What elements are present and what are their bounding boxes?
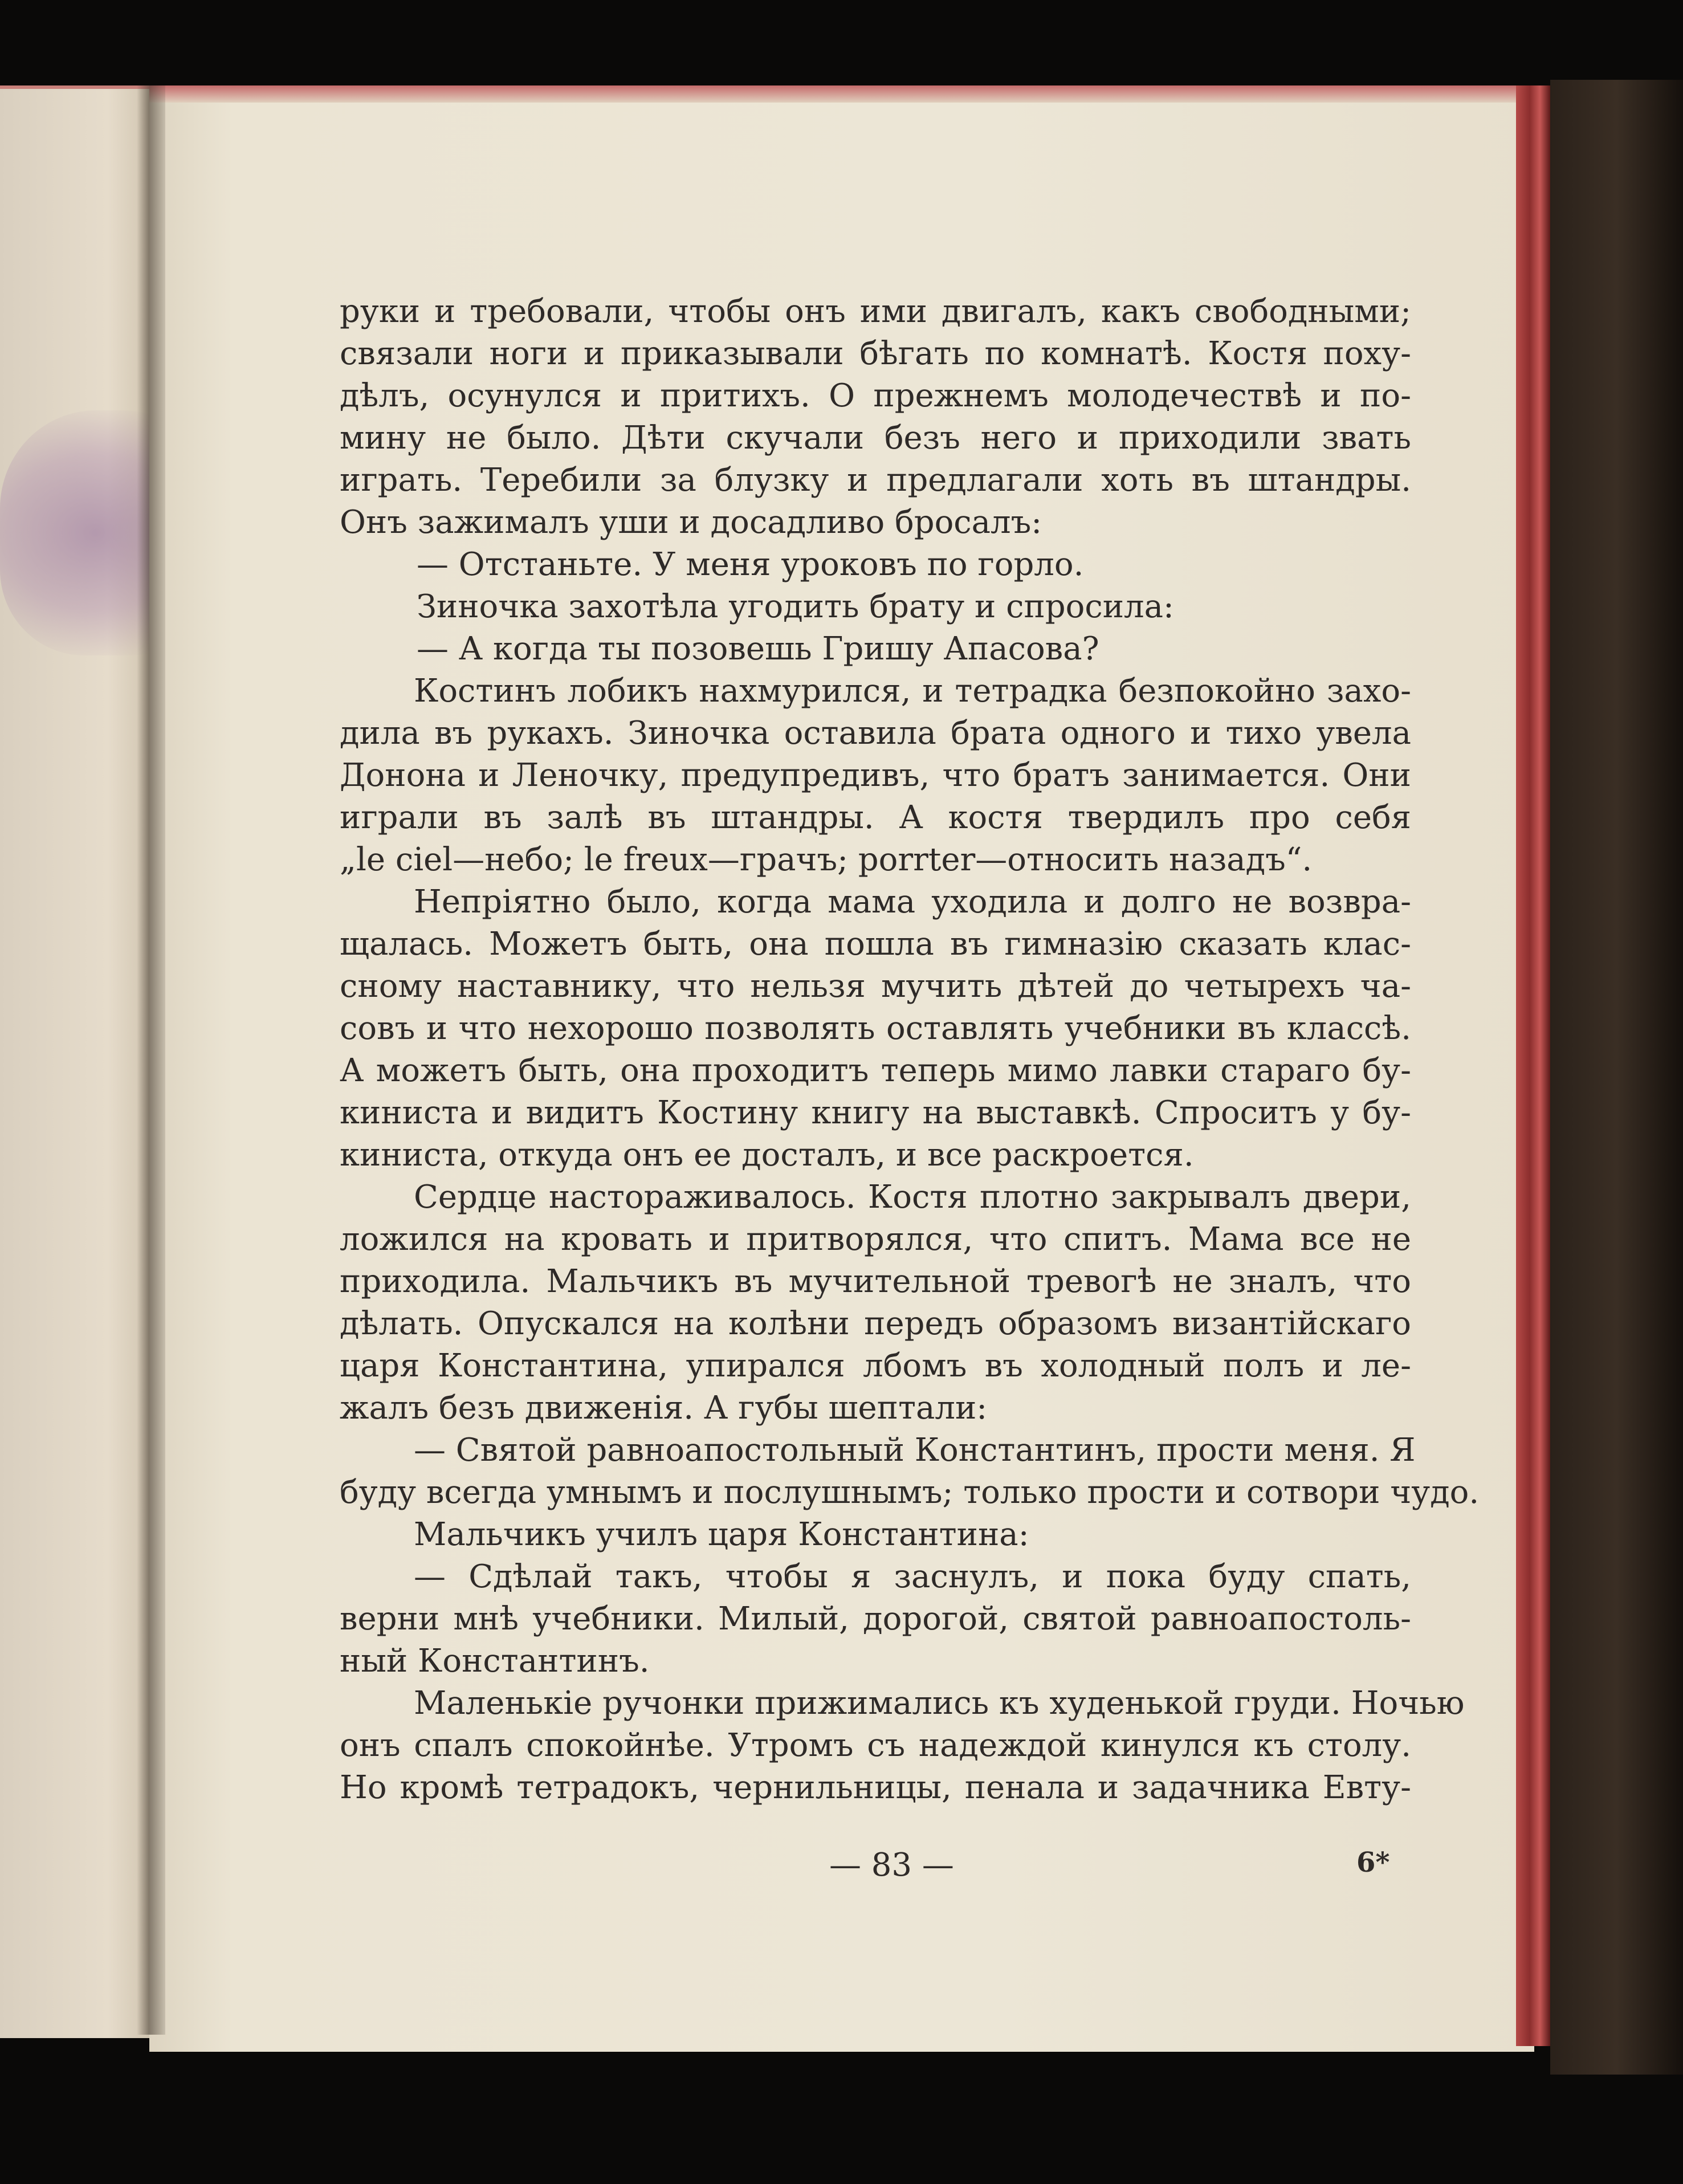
text-line: Но кромѣ тетрадокъ, чернильницы, пенала и задачника Евту- [340, 1769, 1411, 1806]
text-line: дѣлъ, осунулся и притихъ. О прежнемъ молодечествѣ и по- [340, 377, 1411, 414]
text-line: играть. Теребили за блузку и предлагали хоть въ штандры. [340, 462, 1411, 499]
page-top-edge [149, 85, 1540, 104]
red-page-edges [1516, 85, 1550, 2046]
text-line: А можетъ быть, она проходитъ теперь мимо лавки стараго бу- [340, 1052, 1411, 1089]
text-line: буду всегда умнымъ и послушнымъ; только прости и сотвори чудо. [340, 1474, 1480, 1511]
gutter-shadow [137, 85, 165, 2035]
previous-page-edge [0, 85, 154, 2038]
text-line: Зиночка захотѣла угодить брату и спросила: [417, 588, 1174, 625]
text-line: мину не было. Дѣти скучали безъ него и приходили звать [340, 419, 1411, 457]
text-line: Непріятно было, когда мама уходила и долго не возвра- [414, 883, 1411, 920]
text-line: приходила. Мальчикъ въ мучительной тревогѣ не зналъ, что [340, 1263, 1411, 1300]
text-line: дила въ рукахъ. Зиночка оставила брата одного и тихо увела [340, 715, 1411, 752]
signature-mark: 6* [1356, 1847, 1390, 1879]
text-line: Костинъ лобикъ нахмурился, и тетрадка безпокойно захо- [414, 673, 1411, 710]
text-line: царя Константина, упирался лбомъ въ холодный полъ и ле- [340, 1347, 1411, 1384]
text-line: ный Константинъ. [340, 1643, 650, 1680]
text-line: киниста, откуда онъ ее досталъ, и все раскроется. [340, 1136, 1194, 1174]
text-line: жалъ безъ движенія. А губы шептали: [340, 1390, 988, 1427]
text-line: ложился на кровать и притворялся, что спитъ. Мама все не [340, 1221, 1411, 1258]
text-line: играли въ залѣ въ штандры. А костя твердилъ про себя [340, 799, 1411, 836]
text-line: щалась. Можетъ быть, она пошла въ гимназію сказать клас- [340, 926, 1411, 963]
text-line: Онъ зажималъ уши и досадливо бросалъ: [340, 504, 1042, 541]
text-line: киниста и видитъ Костину книгу на выставкѣ. Спроситъ у бу- [340, 1094, 1411, 1131]
text-line: связали ноги и приказывали бѣгать по комнатѣ. Костя поху- [340, 335, 1411, 372]
text-line: Сердце настораживалось. Костя плотно закрывалъ двери, [414, 1179, 1411, 1216]
text-line: сному наставнику, что нельзя мучить дѣтей до четырехъ ча- [340, 968, 1411, 1005]
text-line: Донона и Леночку, предупредивъ, что братъ занимается. Они [340, 757, 1411, 794]
text-line: — Святой равноапостольный Константинъ, прости меня. Я [414, 1432, 1416, 1469]
text-line: дѣлать. Опускался на колѣни передъ образомъ византійскаго [340, 1305, 1411, 1342]
text-line: — Сдѣлай такъ, чтобы я заснулъ, и пока буду спать, [414, 1558, 1411, 1595]
page-number: — 83 — [829, 1847, 954, 1884]
text-line: онъ спалъ спокойнѣе. Утромъ съ надеждой кинулся къ столу. [340, 1727, 1411, 1764]
text-line: — Отстаньте. У меня уроковъ по горло. [417, 546, 1084, 583]
text-line: — А когда ты позовешь Гришу Апасова? [417, 630, 1099, 667]
page-text [340, 291, 1480, 1809]
text-line: совъ и что нехорошо позволять оставлять учебники въ классѣ. [340, 1010, 1411, 1047]
text-line: Маленькіе ручонки прижимались къ худенькой груди. Ночью [414, 1685, 1465, 1722]
text-line: верни мнѣ учебники. Милый, дорогой, святой равноапостоль- [340, 1600, 1411, 1637]
text-line: „le ciel—небо; le freux—грачъ; porrter—относить назадъ“. [340, 841, 1313, 878]
book-cover [1550, 80, 1683, 2075]
text-line: руки и требовали, чтобы онъ ими двигалъ, какъ свободными; [340, 293, 1411, 330]
text-line: Мальчикъ училъ царя Константина: [414, 1516, 1029, 1553]
